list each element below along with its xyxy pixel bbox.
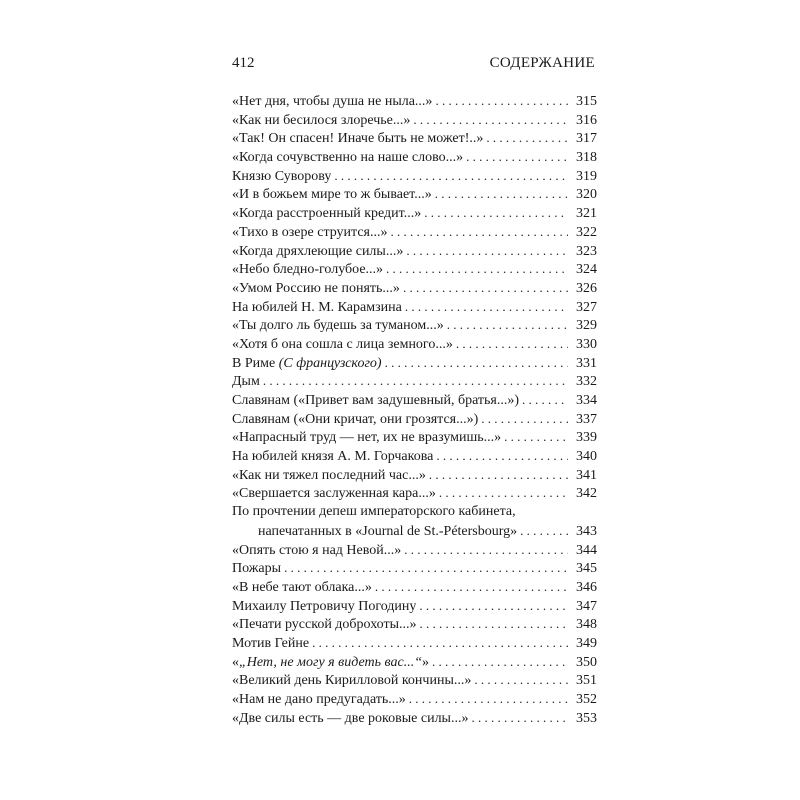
toc-entry-page: 320	[576, 187, 597, 203]
toc-entry	[232, 260, 597, 279]
toc-entry	[232, 634, 597, 653]
toc-entry	[232, 615, 597, 634]
toc-entry-page: 326	[576, 280, 597, 296]
toc-entry-page: 332	[576, 374, 597, 390]
toc-entry-page: 350	[576, 654, 597, 670]
toc-entry-title: «Великий день Кирилловой кончины...»	[232, 673, 472, 689]
toc-entry-page: 343	[576, 523, 597, 539]
toc-entry-page: 323	[576, 243, 597, 259]
toc-entry-page: 348	[576, 617, 597, 633]
toc-entry	[232, 578, 597, 597]
toc-entry	[232, 298, 597, 317]
toc-entry	[232, 484, 597, 503]
toc-entry-title: «Нам не дано предугадать...»	[232, 692, 406, 707]
toc-entry-page: 344	[576, 542, 597, 558]
toc-entry-page: 353	[576, 710, 597, 726]
toc-entry-page: 341	[576, 467, 597, 483]
toc-entry	[232, 391, 597, 410]
toc-entry-title: «Опять стою я над Невой...»	[232, 542, 402, 558]
toc-entry	[232, 92, 597, 111]
toc-entry-title: На юбилей Н. М. Карамзина	[232, 299, 402, 315]
toc-entry	[232, 410, 597, 429]
toc-entry	[232, 223, 597, 242]
toc-entry	[232, 279, 597, 298]
toc-entry-page: 331	[576, 355, 597, 371]
toc-entry-italic-title: „Нет, не могу я видеть вас...“	[239, 654, 422, 670]
toc-entry-title: Славянам («Привет вам задушевный, братья...»)	[232, 393, 520, 408]
toc-entry-title: Дым	[232, 374, 260, 390]
toc-entry-title: Мотив Гейне	[232, 635, 310, 651]
toc-entry	[232, 559, 597, 578]
toc-entry-page: 337	[576, 411, 597, 427]
toc-entry	[232, 466, 597, 485]
toc-entry-page: 315	[576, 94, 597, 109]
toc-entry-page: 339	[576, 430, 597, 446]
toc-entry-page: 321	[576, 206, 597, 222]
toc-entry	[232, 167, 597, 186]
toc-entry-page: 346	[576, 579, 597, 595]
toc-entry-first-line	[232, 503, 597, 522]
toc-entry-title: В Риме (С французского)	[232, 355, 382, 371]
toc-entry-page: 345	[576, 561, 597, 577]
toc-entry-page: 317	[576, 131, 597, 147]
toc-entry	[232, 316, 597, 335]
toc-entry	[232, 597, 597, 616]
page-number: 412	[232, 55, 255, 71]
toc-entry-page: 351	[576, 673, 597, 689]
toc-entry	[232, 541, 597, 560]
toc-entry	[232, 653, 597, 672]
toc-entry-title: «В небе тают облака...»	[232, 579, 372, 595]
toc-entry-page: 352	[576, 692, 597, 707]
toc-entry-title: «Хотя б она сошла с лица земного...»	[232, 336, 453, 352]
toc-entry-title: «Как ни бесилося злоречье...»	[232, 112, 411, 128]
toc-entry	[232, 185, 597, 204]
toc-entry-page: 324	[576, 262, 597, 278]
toc-entry	[232, 129, 597, 148]
toc-entry-title: «Как ни тяжел последний час...»	[232, 467, 426, 483]
section-title: СОДЕРЖАНИЕ	[489, 55, 595, 71]
toc-entry-title: «Когда расстроенный кредит...»	[232, 206, 422, 222]
toc-entry-title: По прочтении депеш императорского кабинета,	[232, 504, 516, 520]
toc-entry	[232, 447, 597, 466]
toc-entry-title: «Когда дряхлеющие силы...»	[232, 243, 404, 259]
toc-entry-title: Славянам («Они кричат, они грозятся...»)	[232, 411, 479, 427]
table-of-contents	[232, 92, 597, 727]
toc-entry-page: 330	[576, 336, 597, 352]
toc-entry	[232, 354, 597, 373]
toc-entry-page: 316	[576, 112, 597, 128]
toc-entry	[232, 709, 597, 728]
toc-entry-title: «Когда сочувственно на наше слово...»	[232, 150, 464, 166]
toc-entry-title: «Нет дня, чтобы душа не ныла...»	[232, 94, 433, 109]
toc-entry-page: 334	[576, 393, 597, 408]
toc-entry-title: Князю Суворову	[232, 168, 332, 184]
toc-entry-page: 327	[576, 299, 597, 315]
toc-entry-page: 322	[576, 224, 597, 240]
toc-entry-title: «Небо бледно-голубое...»	[232, 262, 384, 278]
toc-entry	[232, 690, 597, 709]
toc-entry-title: Пожары	[232, 561, 282, 577]
toc-entry-page: 319	[576, 168, 597, 184]
toc-entry	[232, 204, 597, 223]
toc-entry	[232, 335, 597, 354]
toc-entry	[232, 242, 597, 261]
toc-entry	[232, 671, 597, 690]
toc-entry-title: На юбилей князя А. М. Горчакова	[232, 449, 434, 465]
toc-entry-page: 349	[576, 635, 597, 651]
toc-entry-page: 318	[576, 150, 597, 166]
toc-entry	[232, 148, 597, 167]
toc-entry-title: «И в божьем мире то ж бывает...»	[232, 187, 432, 203]
toc-entry-continuation: напечатанных в «Journal de St.-Pétersbourg»	[258, 523, 518, 539]
toc-entry	[232, 522, 597, 541]
toc-entry-italic-note: (С французского)	[278, 355, 382, 371]
toc-entry-page: 342	[576, 486, 597, 502]
toc-entry-title: «Тихо в озере струится...»	[232, 224, 388, 240]
toc-entry-title: «Так! Он спасен! Иначе быть не может!..»	[232, 131, 484, 147]
toc-entry-title: «Ты долго ль будешь за туманом...»	[232, 318, 444, 334]
toc-entry-page: 347	[576, 598, 597, 614]
toc-entry	[232, 111, 597, 130]
toc-entry-title: «Печати русской доброхоты...»	[232, 617, 417, 633]
toc-entry-page: 340	[576, 449, 597, 465]
toc-entry-title: «Свершается заслуженная кара...»	[232, 486, 436, 502]
toc-entry-title: «Две силы есть — две роковые силы...»	[232, 710, 469, 726]
toc-entry-title: «„Нет, не могу я видеть вас...“»	[232, 654, 429, 670]
toc-entry-page: 329	[576, 318, 597, 334]
toc-entry-title: «Умом Россию не понять...»	[232, 280, 400, 296]
toc-entry-title: Михаилу Петровичу Погодину	[232, 598, 417, 614]
toc-entry-title: «Напрасный труд — нет, их не вразумишь...»	[232, 430, 502, 446]
toc-entry	[232, 372, 597, 391]
running-header	[232, 53, 595, 73]
toc-entry	[232, 428, 597, 447]
